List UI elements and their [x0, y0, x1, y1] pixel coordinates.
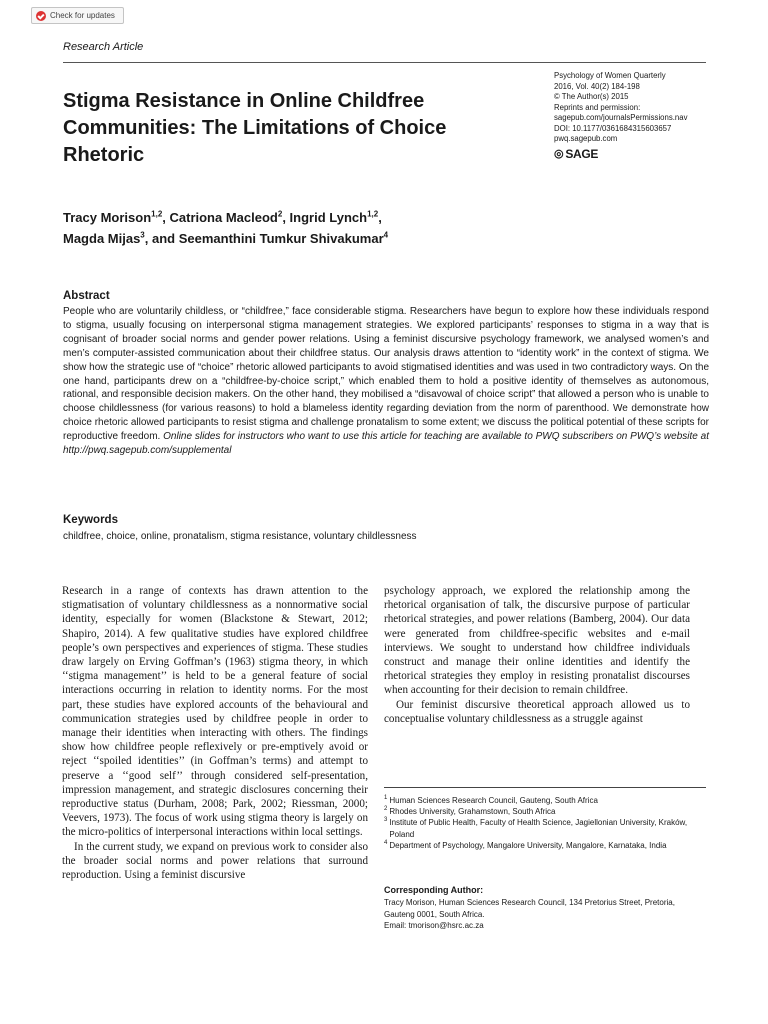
- footnote-item: 4 Department of Psychology, Mangalore University, Mangalore, Karnataka, India: [384, 839, 667, 850]
- affiliation-footnotes: [384, 795, 706, 851]
- publisher-logo: [554, 146, 714, 161]
- footnote-item: 3 Institute of Public Health, Faculty of Health Science, Jagiellonian University, Kraków, Poland: [384, 817, 706, 839]
- author-list: Tracy Morison$^{1,2}$, Catriona Macleod$^2$, Ingrid Lynch$^{1,2}$, Magda Mijas$^3$, and Seemanthini Tumkur Shivakumar$^4$: [63, 209, 389, 246]
- author-affiliation: 3: [140, 230, 145, 240]
- author-affiliation: 4: [383, 230, 389, 240]
- reprints-label: Reprints and permission:: [554, 102, 641, 112]
- footnote-text: Institute of Public Health, Faculty of Health Science, Jagiellonian University, Kraków, Poland: [389, 818, 688, 839]
- body-paragraph: Our feminist discursive theoretical approach allowed us to conceptualise voluntary childlessness as a struggle against: [384, 698, 690, 725]
- footnote-text: Rhodes University, Grahamstown, South Africa: [389, 807, 556, 817]
- keywords-list: childfree, choice, online, pronatalism, stigma resistance, voluntary childlessness: [63, 531, 417, 542]
- author-name: Catriona Macleod: [169, 210, 278, 225]
- doi[interactable]: DOI: 10.1177/0361684315603657: [554, 123, 672, 133]
- corresponding-author-address: Tracy Morison, Human Sciences Research Council, 134 Pretorius Street, Pretoria, Gauteng 0001, South Africa.: [384, 898, 675, 919]
- article-title: Stigma Resistance in Online Childfree Communities: The Limitations of Choice Rhetoric: [63, 90, 447, 166]
- footnote-text: Human Sciences Research Council, Gauteng, South Africa: [389, 796, 598, 805]
- body-paragraph: In the current study, we expand on previous work to consider also the broader social norms and power relations that surround reproduction. Using a feminist discursive: [62, 840, 368, 882]
- check-for-updates-label: Check for updates: [50, 11, 115, 20]
- copyright: © The Author(s) 2015: [554, 92, 629, 101]
- author-affiliation: 1,2: [367, 209, 379, 219]
- corresponding-author: [384, 885, 706, 932]
- article-type: Research Article: [63, 41, 144, 53]
- journal-info: [554, 71, 714, 159]
- journal-name: Psychology of Women Quarterly: [554, 71, 666, 80]
- body-column-left: [62, 584, 368, 882]
- author-name: Seemanthini Tumkur Shivakumar: [178, 231, 384, 246]
- permissions-link[interactable]: sagepub.com/journalsPermissions.nav: [554, 113, 688, 122]
- publisher-name: SAGE: [565, 146, 599, 161]
- body-column-right: [384, 584, 690, 726]
- check-for-updates-badge[interactable]: [31, 7, 124, 24]
- corresponding-author-email[interactable]: Email: tmorison@hsrc.ac.za: [384, 921, 484, 931]
- footnote-item: 1 Human Sciences Research Council, Gauteng, South Africa: [384, 795, 598, 805]
- keywords-heading: Keywords: [63, 514, 118, 526]
- footnote-item: 2 Rhodes University, Grahamstown, South Africa: [384, 806, 556, 817]
- author-name: Magda Mijas: [63, 231, 141, 246]
- footnote-text: Department of Psychology, Mangalore University, Mangalore, Karnataka, India: [389, 840, 667, 850]
- abstract-heading: Abstract: [63, 290, 110, 302]
- corresponding-author-label: Corresponding Author:: [384, 885, 484, 895]
- author-affiliation: 1,2: [151, 209, 163, 219]
- abstract-text: [63, 305, 709, 458]
- sage-logo-icon: ◎: [554, 147, 564, 160]
- abstract-note: Online slides for instructors who want to use this article for teaching are available to PWQ subscribers on PWQ’s website at http://pwq.sagepub.com/supplemental: [63, 431, 709, 457]
- footnote-divider: [384, 787, 706, 788]
- check-circle-icon: [36, 11, 46, 21]
- author-affiliation: 2: [277, 209, 283, 219]
- journal-website[interactable]: pwq.sagepub.com: [554, 134, 618, 143]
- header-divider: [63, 62, 706, 63]
- body-paragraph: Research in a range of contexts has drawn attention to the stigmatisation of voluntary childlessness as a nonnormative social identity, especially for women (Blackstone & Stewart, 2012; Shapiro, 2014). A few qualitative studies have explored childfree people’s own perspectives and experiences of stigma. These studies draw largely on Erving Goffman’s (1963) stigma theory, in which ‘‘stigma management’’ is held to be a general feature of social interactions occurring in relation to identity norms. For the most part, these studies have explored accounts of the behavioural and communication strategies used by childfree people in order to manage their identities when interacting with others. The findings show how childfree people reflexively or pre-emptively avoid or reject ‘‘spoiled identities’’ (in Goffman’s terms) and attempt to preserve a ‘‘good self’’ through considered self-presentation, impression management, and strategic disclosures concerning their reproductive status (Durham, 2008; Park, 2002; Riessman, 2000; Veevers, 1973). The focus of work using stigma theory is largely on the micro-politics of interpersonal interactions within local settings.: [62, 585, 368, 839]
- body-paragraph: psychology approach, we explored the relationship among the rhetorical organisation of talk, the discursive purpose of particular rhetorical strategies, and power relations (Bamberg, 2004). Our data were generated from childfree-specific websites and e-mail interviews. We sought to understand how childfree individuals construct and manage their online identities and identify the rhetorical strategies they employ in resisting pronatalist discourses when accounting for their decision to remain childfree.: [384, 585, 690, 697]
- abstract-paragraph: People who are voluntarily childless, or “childfree,” face considerable stigma. Researchers have begun to explore how these individuals respond to stigma, usually focusing on interpersonal stigma management strategies. We explored participants’ responses to stigma in a way that is cognisant of broader social norms and gender power relations. Using a feminist discursive psychology framework, we analysed women’s and men’s computer-assisted communication about their childfree status. Our analysis draws attention to “identity work” in the context of stigma. We show how the strategic use of “choice” rhetoric allowed participants to avoid stigmatised identities and was used in two contradictory ways. On the one hand, participants drew on a “childfree-by-choice script,” which enabled them to hold a positive identity of themselves as autonomous, rational, and responsible decision makers. On the other hand, they mobilised a “disavowal of choice script” that allowed a person who is unable to choose childlessness (for various reasons) to hold a blameless identity regarding deviation from the norm of parenthood. We demonstrate how choice rhetoric allowed participants to resist stigma and challenge pronatalism to some extent; we discuss the political potential of these scripts for reproductive freedom.: [63, 306, 709, 443]
- journal-volume: 2016, Vol. 40(2) 184-198: [554, 81, 640, 91]
- author-name: Tracy Morison: [63, 210, 152, 225]
- author-name: Ingrid Lynch: [289, 210, 368, 225]
